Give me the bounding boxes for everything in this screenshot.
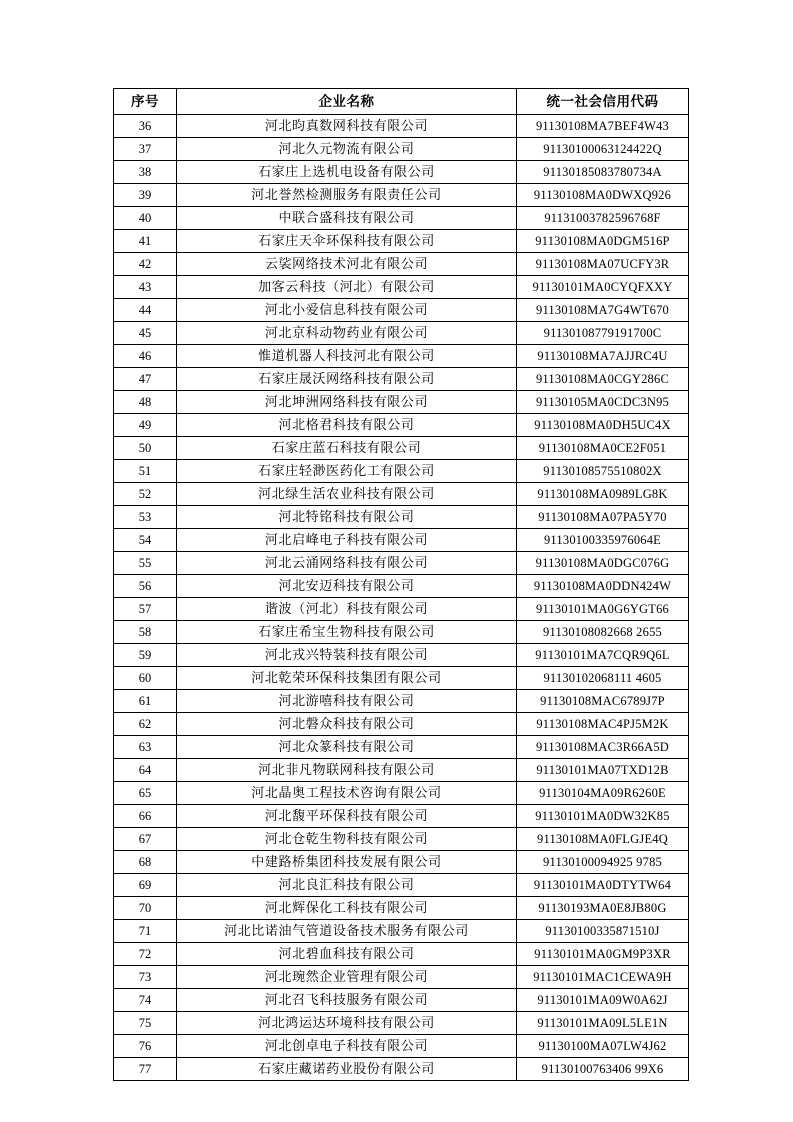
cell-enterprise-name: 中联合盛科技有限公司 bbox=[177, 207, 517, 230]
cell-credit-code: 91130100094925 9785 bbox=[517, 851, 689, 874]
cell-credit-code: 91131003782596768F bbox=[517, 207, 689, 230]
cell-sequence: 62 bbox=[114, 713, 177, 736]
cell-enterprise-name: 河北琬然企业管理有限公司 bbox=[177, 966, 517, 989]
cell-credit-code: 91130101MA07TXD12B bbox=[517, 759, 689, 782]
table-row bbox=[114, 552, 689, 575]
cell-credit-code: 91130108082668 2655 bbox=[517, 621, 689, 644]
cell-sequence: 50 bbox=[114, 437, 177, 460]
cell-credit-code: 91130193MA0E8JB80G bbox=[517, 897, 689, 920]
cell-enterprise-name: 河北仓乾生物科技有限公司 bbox=[177, 828, 517, 851]
table-row bbox=[114, 207, 689, 230]
cell-enterprise-name: 河北游嘻科技有限公司 bbox=[177, 690, 517, 713]
cell-enterprise-name: 河北乾荣环保科技集团有限公司 bbox=[177, 667, 517, 690]
cell-credit-code: 91130108MA0FLGJE4Q bbox=[517, 828, 689, 851]
cell-enterprise-name: 河北碧血科技有限公司 bbox=[177, 943, 517, 966]
cell-credit-code: 91130100MA07LW4J62 bbox=[517, 1035, 689, 1058]
table-row bbox=[114, 805, 689, 828]
cell-sequence: 73 bbox=[114, 966, 177, 989]
cell-enterprise-name: 河北创卓电子科技有限公司 bbox=[177, 1035, 517, 1058]
table-row bbox=[114, 989, 689, 1012]
cell-sequence: 66 bbox=[114, 805, 177, 828]
cell-sequence: 38 bbox=[114, 161, 177, 184]
cell-enterprise-name: 河北鸿运达环境科技有限公司 bbox=[177, 1012, 517, 1035]
cell-credit-code: 91130101MA7CQR9Q6L bbox=[517, 644, 689, 667]
table-row bbox=[114, 322, 689, 345]
cell-credit-code: 91130108MA0DDN424W bbox=[517, 575, 689, 598]
cell-credit-code: 91130101MAC1CEWA9H bbox=[517, 966, 689, 989]
cell-sequence: 51 bbox=[114, 460, 177, 483]
cell-enterprise-name: 河北良汇科技有限公司 bbox=[177, 874, 517, 897]
table-row bbox=[114, 345, 689, 368]
table-row bbox=[114, 690, 689, 713]
table-row bbox=[114, 736, 689, 759]
cell-credit-code: 91130108MA7G4WT670 bbox=[517, 299, 689, 322]
cell-sequence: 58 bbox=[114, 621, 177, 644]
cell-credit-code: 91130108MA07PA5Y70 bbox=[517, 506, 689, 529]
table-row bbox=[114, 368, 689, 391]
cell-enterprise-name: 惟道机器人科技河北有限公司 bbox=[177, 345, 517, 368]
cell-enterprise-name: 河北云涌网络科技有限公司 bbox=[177, 552, 517, 575]
cell-sequence: 56 bbox=[114, 575, 177, 598]
cell-sequence: 44 bbox=[114, 299, 177, 322]
table-row bbox=[114, 1035, 689, 1058]
cell-sequence: 60 bbox=[114, 667, 177, 690]
column-header-credit-code: 统一社会信用代码 bbox=[517, 89, 689, 115]
table-row bbox=[114, 483, 689, 506]
cell-enterprise-name: 石家庄希宝生物科技有限公司 bbox=[177, 621, 517, 644]
enterprise-registry-table-wrapper bbox=[113, 88, 688, 1081]
cell-credit-code: 91130108MA0CGY286C bbox=[517, 368, 689, 391]
cell-enterprise-name: 河北小爱信息科技有限公司 bbox=[177, 299, 517, 322]
cell-credit-code: 91130100335976064E bbox=[517, 529, 689, 552]
table-row bbox=[114, 1058, 689, 1081]
cell-enterprise-name: 石家庄藏诺药业股份有限公司 bbox=[177, 1058, 517, 1081]
cell-sequence: 69 bbox=[114, 874, 177, 897]
cell-credit-code: 91130108MA0DH5UC4X bbox=[517, 414, 689, 437]
cell-sequence: 57 bbox=[114, 598, 177, 621]
cell-credit-code: 91130102068111 4605 bbox=[517, 667, 689, 690]
cell-credit-code: 91130108MA0CE2F051 bbox=[517, 437, 689, 460]
cell-sequence: 59 bbox=[114, 644, 177, 667]
cell-enterprise-name: 河北安迈科技有限公司 bbox=[177, 575, 517, 598]
table-row bbox=[114, 966, 689, 989]
table-row bbox=[114, 1012, 689, 1035]
table-row bbox=[114, 828, 689, 851]
cell-sequence: 61 bbox=[114, 690, 177, 713]
cell-enterprise-name: 谐波（河北）科技有限公司 bbox=[177, 598, 517, 621]
cell-enterprise-name: 云裟网络技术河北有限公司 bbox=[177, 253, 517, 276]
cell-sequence: 52 bbox=[114, 483, 177, 506]
table-row bbox=[114, 230, 689, 253]
cell-sequence: 75 bbox=[114, 1012, 177, 1035]
cell-credit-code: 91130100335871510J bbox=[517, 920, 689, 943]
table-row bbox=[114, 391, 689, 414]
cell-credit-code: 91130108MAC4PJ5M2K bbox=[517, 713, 689, 736]
table-header-row bbox=[114, 89, 689, 115]
cell-enterprise-name: 河北誉然检测服务有限责任公司 bbox=[177, 184, 517, 207]
cell-credit-code: 91130108MA0989LG8K bbox=[517, 483, 689, 506]
cell-enterprise-name: 石家庄轻渺医药化工有限公司 bbox=[177, 460, 517, 483]
cell-credit-code: 91130100063124422Q bbox=[517, 138, 689, 161]
column-header-sequence: 序号 bbox=[114, 89, 177, 115]
cell-sequence: 76 bbox=[114, 1035, 177, 1058]
cell-sequence: 39 bbox=[114, 184, 177, 207]
cell-sequence: 64 bbox=[114, 759, 177, 782]
table-row bbox=[114, 506, 689, 529]
cell-enterprise-name: 河北非凡物联网科技有限公司 bbox=[177, 759, 517, 782]
table-row bbox=[114, 138, 689, 161]
cell-enterprise-name: 河北格君科技有限公司 bbox=[177, 414, 517, 437]
cell-sequence: 54 bbox=[114, 529, 177, 552]
cell-enterprise-name: 中建路桥集团科技发展有限公司 bbox=[177, 851, 517, 874]
cell-sequence: 68 bbox=[114, 851, 177, 874]
table-row bbox=[114, 529, 689, 552]
cell-enterprise-name: 河北比诺油气管道设备技术服务有限公司 bbox=[177, 920, 517, 943]
cell-enterprise-name: 河北昀真数网科技有限公司 bbox=[177, 115, 517, 138]
cell-sequence: 74 bbox=[114, 989, 177, 1012]
table-row bbox=[114, 184, 689, 207]
table-row bbox=[114, 437, 689, 460]
cell-sequence: 47 bbox=[114, 368, 177, 391]
cell-credit-code: 91130108MA0DWXQ926 bbox=[517, 184, 689, 207]
table-row bbox=[114, 161, 689, 184]
cell-enterprise-name: 河北众篆科技有限公司 bbox=[177, 736, 517, 759]
cell-credit-code: 91130108MA7AJJRC4U bbox=[517, 345, 689, 368]
cell-enterprise-name: 河北坤洲网络科技有限公司 bbox=[177, 391, 517, 414]
cell-sequence: 67 bbox=[114, 828, 177, 851]
cell-sequence: 45 bbox=[114, 322, 177, 345]
cell-enterprise-name: 石家庄蓝石科技有限公司 bbox=[177, 437, 517, 460]
cell-enterprise-name: 河北晶奥工程技术咨询有限公司 bbox=[177, 782, 517, 805]
cell-enterprise-name: 石家庄晟沃网络科技有限公司 bbox=[177, 368, 517, 391]
cell-credit-code: 91130105MA0CDC3N95 bbox=[517, 391, 689, 414]
table-row bbox=[114, 874, 689, 897]
cell-sequence: 65 bbox=[114, 782, 177, 805]
table-row bbox=[114, 667, 689, 690]
cell-credit-code: 91130100763406 99X6 bbox=[517, 1058, 689, 1081]
cell-sequence: 46 bbox=[114, 345, 177, 368]
cell-enterprise-name: 河北磐众科技有限公司 bbox=[177, 713, 517, 736]
table-row bbox=[114, 713, 689, 736]
table-row bbox=[114, 920, 689, 943]
table-row bbox=[114, 460, 689, 483]
cell-enterprise-name: 河北辉保化工科技有限公司 bbox=[177, 897, 517, 920]
cell-credit-code: 91130108MA7BEF4W43 bbox=[517, 115, 689, 138]
table-row bbox=[114, 759, 689, 782]
cell-enterprise-name: 河北特铭科技有限公司 bbox=[177, 506, 517, 529]
cell-sequence: 41 bbox=[114, 230, 177, 253]
table-row bbox=[114, 575, 689, 598]
cell-credit-code: 91130101MA0DW32K85 bbox=[517, 805, 689, 828]
table-row bbox=[114, 115, 689, 138]
cell-enterprise-name: 石家庄上选机电设备有限公司 bbox=[177, 161, 517, 184]
cell-credit-code: 91130101MA09W0A62J bbox=[517, 989, 689, 1012]
cell-sequence: 70 bbox=[114, 897, 177, 920]
cell-enterprise-name: 河北久元物流有限公司 bbox=[177, 138, 517, 161]
cell-enterprise-name: 河北戎兴特装科技有限公司 bbox=[177, 644, 517, 667]
cell-sequence: 49 bbox=[114, 414, 177, 437]
table-row bbox=[114, 943, 689, 966]
cell-sequence: 48 bbox=[114, 391, 177, 414]
cell-sequence: 37 bbox=[114, 138, 177, 161]
table-row bbox=[114, 414, 689, 437]
table-row bbox=[114, 598, 689, 621]
cell-enterprise-name: 河北馥平环保科技有限公司 bbox=[177, 805, 517, 828]
cell-credit-code: 91130108MA07UCFY3R bbox=[517, 253, 689, 276]
cell-enterprise-name: 河北启峰电子科技有限公司 bbox=[177, 529, 517, 552]
table-row bbox=[114, 897, 689, 920]
cell-credit-code: 91130108MAC3R66A5D bbox=[517, 736, 689, 759]
cell-credit-code: 91130101MA0CYQFXXY bbox=[517, 276, 689, 299]
enterprise-registry-table bbox=[113, 88, 689, 1081]
cell-sequence: 42 bbox=[114, 253, 177, 276]
table-row bbox=[114, 276, 689, 299]
cell-credit-code: 91130108MAC6789J7P bbox=[517, 690, 689, 713]
cell-credit-code: 91130101MA0DTYTW64 bbox=[517, 874, 689, 897]
cell-sequence: 71 bbox=[114, 920, 177, 943]
table-header bbox=[114, 89, 689, 115]
cell-sequence: 53 bbox=[114, 506, 177, 529]
table-row bbox=[114, 644, 689, 667]
cell-sequence: 55 bbox=[114, 552, 177, 575]
cell-sequence: 72 bbox=[114, 943, 177, 966]
cell-credit-code: 91130108MA0DGM516P bbox=[517, 230, 689, 253]
cell-credit-code: 91130101MA09L5LE1N bbox=[517, 1012, 689, 1035]
cell-credit-code: 91130101MA0G6YGT66 bbox=[517, 598, 689, 621]
cell-enterprise-name: 河北召飞科技服务有限公司 bbox=[177, 989, 517, 1012]
cell-credit-code: 91130101MA0GM9P3XR bbox=[517, 943, 689, 966]
cell-sequence: 43 bbox=[114, 276, 177, 299]
table-row bbox=[114, 253, 689, 276]
cell-sequence: 63 bbox=[114, 736, 177, 759]
cell-credit-code: 91130108779191700C bbox=[517, 322, 689, 345]
column-header-enterprise-name: 企业名称 bbox=[177, 89, 517, 115]
cell-enterprise-name: 加客云科技（河北）有限公司 bbox=[177, 276, 517, 299]
cell-credit-code: 91130104MA09R6260E bbox=[517, 782, 689, 805]
cell-sequence: 36 bbox=[114, 115, 177, 138]
table-row bbox=[114, 299, 689, 322]
cell-credit-code: 91130108575510802X bbox=[517, 460, 689, 483]
cell-enterprise-name: 河北绿生活农业科技有限公司 bbox=[177, 483, 517, 506]
cell-credit-code: 91130108MA0DGC076G bbox=[517, 552, 689, 575]
table-body bbox=[114, 115, 689, 1081]
cell-enterprise-name: 河北京科动物药业有限公司 bbox=[177, 322, 517, 345]
cell-sequence: 40 bbox=[114, 207, 177, 230]
table-row bbox=[114, 621, 689, 644]
table-row bbox=[114, 782, 689, 805]
cell-enterprise-name: 石家庄天伞环保科技有限公司 bbox=[177, 230, 517, 253]
cell-sequence: 77 bbox=[114, 1058, 177, 1081]
table-row bbox=[114, 851, 689, 874]
cell-credit-code: 91130185083780734A bbox=[517, 161, 689, 184]
